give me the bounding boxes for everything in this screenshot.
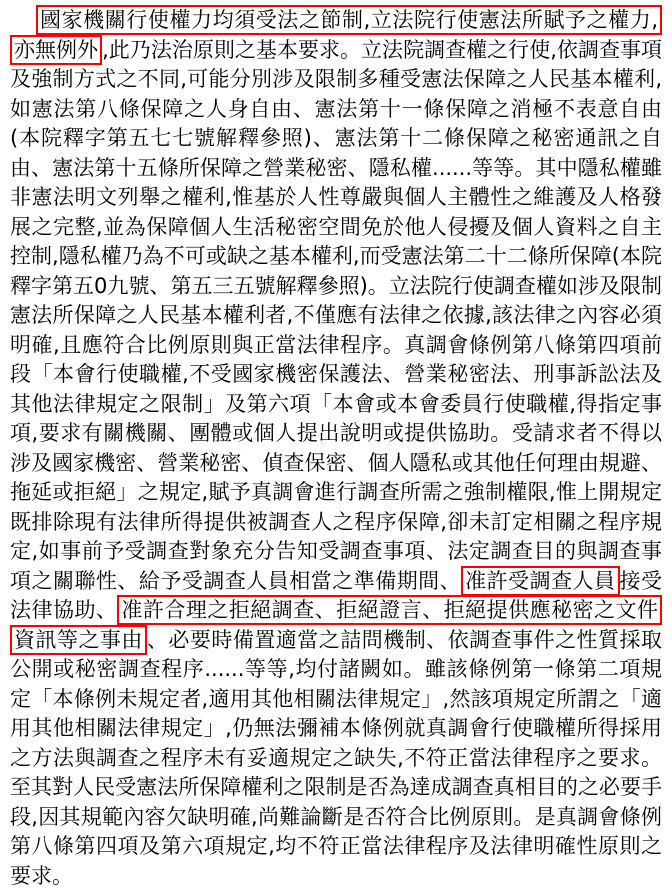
body-text-legal-assistance: 接受法律協助、	[10, 568, 663, 622]
highlighted-passage-state-power-limits: 國家機關行使權力均須受法之節制,立法院行使憲法所賦予之權力,亦無例外	[10, 5, 662, 65]
body-text-basic-rights: ,此乃法治原則之基本要求。立法院調查權之行使,依調查事項及強制方式之不同,可能分別涉及限制多種受憲法保障之人民基本權利,如憲法第八條保障之人身自由、憲法第十一條保障之消極不表意自由(本院釋字第五七七號解釋參照)、憲法第十二條保障之秘密通訊之自由、憲法第十五條所保障之營業秘密、隱私權......等等。其中隱私權雖非憲法明文列舉之權利,惟基於人性尊嚴與個人主體性之維護及人格發展之完整,並為保障個人生活秘密空間免於他人侵擾及個人資料之自主控制,隱私權乃為不可或缺之基本權利,而受憲法第二十二條所保障(本院釋字第五0九號、第五三五號解釋參照)。立法院行使調查權如涉及限制憲法所保障之人民基本權利者,不僅應有法律之依據,該法律之內容必須明確,且應符合比例原則與正當法律程序。真調會條例第八條第四項前段「本會行使職權,不受國家機密保護法、營業秘密法、刑事訴訟法及其他法律規定之限制」及第六項「本會或本會委員行使職權,得指定事項,要求有關機關、團體或個人提出說明或提供協助。受請求者不得以涉及國家機密、營業秘密、偵查保密、個人隱私或其他任何理由規避、拖延或拒絕」之規定,賦予真調會進行調查所需之強制權限,惟上開規定既排除現有法律所得提供被調查人之程序保障,卻未訂定相關之程序規定,如事前予受調查對象充分告知受調查事項、法定調查目的與調查事項之關聯性、給予受調查人員相當之準備期間、	[10, 37, 662, 593]
highlighted-passage-refusal-grounds: 准許合理之拒絕調查、拒絕證言、拒絕提供應秘密之文件資訊等之事由	[10, 595, 662, 655]
highlighted-passage-permit-investigated-persons: 准許受調查人員	[461, 566, 619, 596]
legal-text-paragraph	[10, 6, 662, 891]
body-text-conclusion: 、必要時備置適當之詰問機制、依調查事件之性質採取公開或秘密調查程序......等等,均付諸闕如。雖該條例第一條第二項規定「本條例未規定者,適用其他相關法律規定」,然該項規定所謂之「適用其他相關法律規定」,仍無法彌補本條例就真調會行使職權所得採用之方法與調查之程序未有妥適規定之缺失,不符正當法律程序之要求。至其對人民受憲法所保障權利之限制是否為達成調查真相目的之必要手段,因其規範內容欠缺明確,尚難論斷是否符合比例原則。是真調會條例第八條第四項及第六項規定,均不符正當法律程序及法律明確性原則之要求。	[10, 627, 663, 888]
